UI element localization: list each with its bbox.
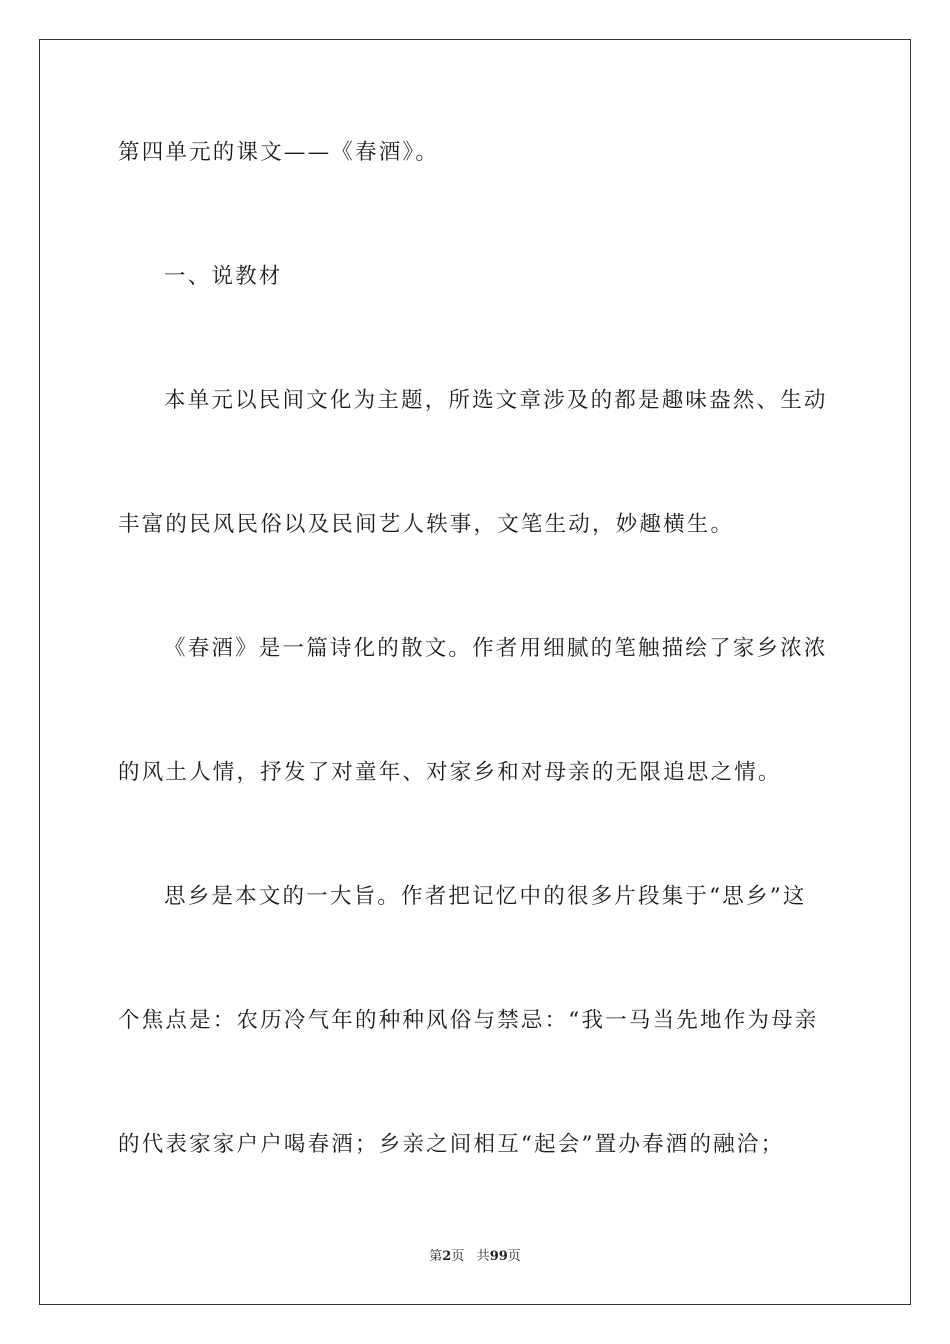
text-line-7: 思乡是本文的一大旨。作者把记忆中的很多片段集于“思乡”这: [164, 884, 807, 909]
text-line-1: 第四单元的课文——《春酒》。: [118, 140, 440, 165]
text-line-4: 丰富的民风民俗以及民间艺人轶事，文笔生动，妙趣横生。: [118, 512, 735, 537]
text-line-9: 的代表家家户户喝春酒；乡亲之间相互“起会”置办春酒的融洽；: [118, 1132, 785, 1157]
footer-page-suffix: 页: [451, 1249, 465, 1264]
text-line-3: 本单元以民间文化为主题，所选文章涉及的都是趣味盎然、生动: [164, 388, 828, 413]
footer-total-suffix: 页: [507, 1249, 521, 1264]
footer-page-prefix: 第: [429, 1249, 443, 1264]
footer-page-number: 2: [442, 1249, 452, 1264]
footer-total-prefix: 共: [476, 1249, 490, 1264]
footer-total-pages: 99: [489, 1249, 508, 1264]
page-footer: [0, 1245, 950, 1264]
text-line-5: 《春酒》是一篇诗化的散文。作者用细腻的笔触描绘了家乡浓浓: [164, 636, 828, 661]
text-line-8: 个焦点是：农历冷气年的种种风俗与禁忌：“我一马当先地作为母亲: [118, 1008, 819, 1033]
page-border: [39, 39, 911, 1305]
text-line-6: 的风土人情，抒发了对童年、对家乡和对母亲的无限追思之情。: [118, 760, 782, 785]
section-heading: 一、说教材: [164, 264, 283, 289]
